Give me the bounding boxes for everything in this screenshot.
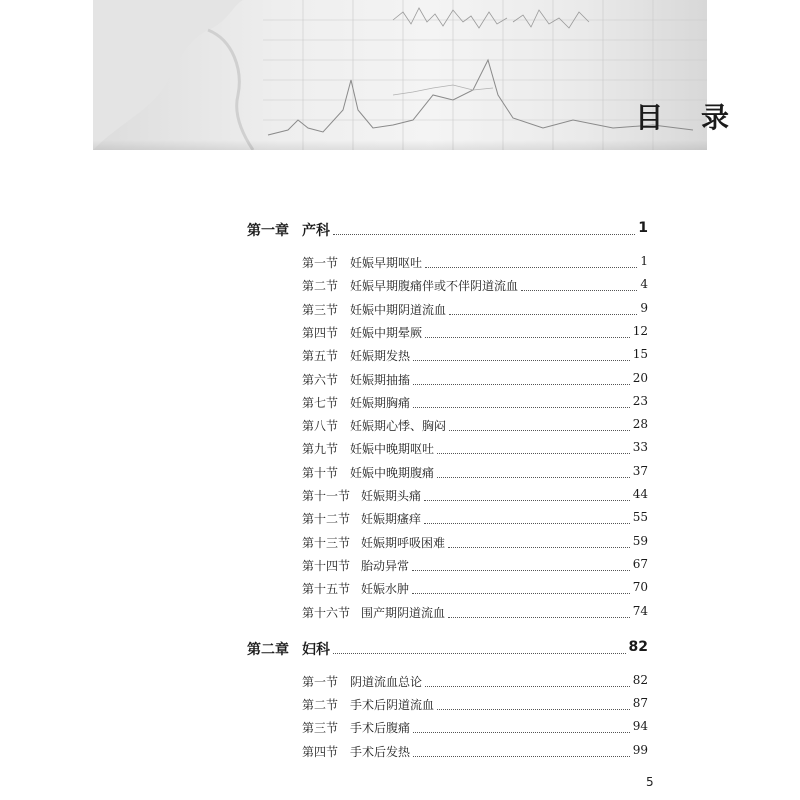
toc-section-row[interactable] [0,557,800,577]
toc-section-row[interactable] [0,604,800,624]
dot-leader [521,290,637,291]
section-title: 妊娠期头痛 [361,489,422,503]
section-page-number: 67 [632,556,648,571]
section-page-number: 94 [632,719,648,734]
section-page-number: 59 [632,533,648,548]
section-page-number: 82 [632,672,648,687]
section-page-number: 4 [640,277,648,292]
section-number: 第八节 [302,419,339,434]
dot-leader [424,500,630,501]
toc-section-row[interactable] [0,277,800,297]
chapter-number: 第一章 [247,223,289,239]
toc-section-row[interactable] [0,394,800,414]
section-page-number: 55 [632,510,648,525]
chapter-title: 产科 [302,223,330,239]
dot-leader [437,453,630,454]
section-page-number: 28 [632,417,648,432]
section-number: 第四节 [302,325,339,340]
chapter-page-number: 82 [628,638,648,655]
section-title: 妊娠中期晕厥 [350,325,423,340]
section-title: 妊娠早期腹痛伴或不伴阴道流血 [350,279,519,294]
section-number: 第七节 [302,395,339,410]
dot-leader [412,570,630,571]
dot-leader [425,337,630,338]
section-page-number: 87 [632,696,648,711]
section-number: 第十一节 [302,489,351,503]
dot-leader [333,234,635,235]
dot-leader [333,653,626,654]
toc-section-row[interactable] [0,324,800,344]
toc-section-row[interactable] [0,487,800,507]
toc-section-row[interactable] [0,673,800,693]
section-title: 胎动异常 [361,558,410,573]
section-page-number: 1 [640,254,648,268]
section-number: 第九节 [302,442,339,457]
section-number: 第二节 [302,279,339,294]
dot-leader [424,523,630,524]
dot-leader [413,407,630,408]
dot-leader [425,267,637,268]
toc-section-row[interactable] [0,510,800,530]
section-title: 手术后腹痛 [350,721,411,736]
section-number: 第四节 [302,744,339,759]
section-title: 妊娠期心悸、胸闷 [350,419,447,434]
section-page-number: 74 [632,603,648,618]
dot-leader [448,547,630,548]
section-page-number: 70 [632,580,648,595]
page-title: 目 录 [635,101,743,134]
section-title: 妊娠期发热 [350,349,411,364]
section-number: 第一节 [302,256,339,270]
section-page-number: 44 [632,487,648,501]
section-number: 第五节 [302,349,339,364]
chapter-number: 第二章 [247,641,289,658]
section-page-number: 20 [632,370,648,385]
section-page-number: 9 [640,300,648,315]
toc-section-row[interactable] [0,301,800,321]
toc-section-row[interactable] [0,743,800,763]
section-title: 妊娠期呼吸困难 [361,535,446,550]
toc-section-row[interactable] [0,440,800,460]
dot-leader [437,477,630,478]
section-page-number: 99 [632,742,648,757]
dot-leader [437,709,630,710]
section-number: 第十六节 [302,605,351,620]
section-title: 妊娠期抽搐 [350,372,411,387]
section-title: 手术后阴道流血 [350,698,435,713]
section-title: 妊娠中晚期腹痛 [350,465,435,480]
section-number: 第三节 [302,721,339,736]
section-page-number: 33 [632,440,648,455]
section-number: 第十四节 [302,558,351,573]
section-title: 妊娠期瘙痒 [361,512,422,527]
dot-leader [413,384,630,385]
section-title: 妊娠中晚期呕吐 [350,442,435,457]
toc-section-row[interactable] [0,254,800,274]
toc-section-row[interactable] [0,580,800,600]
toc-section-row[interactable] [0,464,800,484]
dot-leader [413,360,630,361]
section-title: 妊娠水肿 [361,582,410,597]
toc-section-row[interactable] [0,534,800,554]
section-number: 第一节 [302,674,339,689]
toc-section-row[interactable] [0,719,800,739]
section-number: 第十五节 [302,582,351,597]
section-title: 妊娠早期呕吐 [350,256,423,270]
dot-leader [449,430,630,431]
section-number: 第二节 [302,698,339,713]
section-title: 手术后发热 [350,744,411,759]
section-number: 第十三节 [302,535,351,550]
section-title: 阴道流血总论 [350,674,423,689]
toc-section-row[interactable] [0,417,800,437]
dot-leader [413,732,630,733]
chapter-title: 妇科 [302,641,330,658]
section-page-number: 23 [632,393,648,408]
toc-chapter-row[interactable] [0,639,800,659]
section-number: 第六节 [302,372,339,387]
section-title: 妊娠中期阴道流血 [350,302,447,317]
toc-section-row[interactable] [0,696,800,716]
toc-chapter-row[interactable] [0,220,800,240]
section-page-number: 37 [632,463,648,478]
dot-leader [412,593,630,594]
page-number: 5 [646,775,654,789]
chapter-page-number: 1 [638,220,648,236]
section-title: 围产期阴道流血 [361,605,446,620]
section-page-number: 12 [632,323,648,338]
section-page-number: 15 [632,347,648,362]
section-number: 第三节 [302,302,339,317]
section-number: 第十二节 [302,512,351,527]
toc-section-row[interactable] [0,371,800,391]
dot-leader [448,617,630,618]
toc-section-row[interactable] [0,347,800,367]
section-title: 妊娠期胸痛 [350,395,411,410]
dot-leader [449,314,637,315]
dot-leader [425,686,630,687]
dot-leader [413,756,630,757]
section-number: 第十节 [302,465,339,480]
